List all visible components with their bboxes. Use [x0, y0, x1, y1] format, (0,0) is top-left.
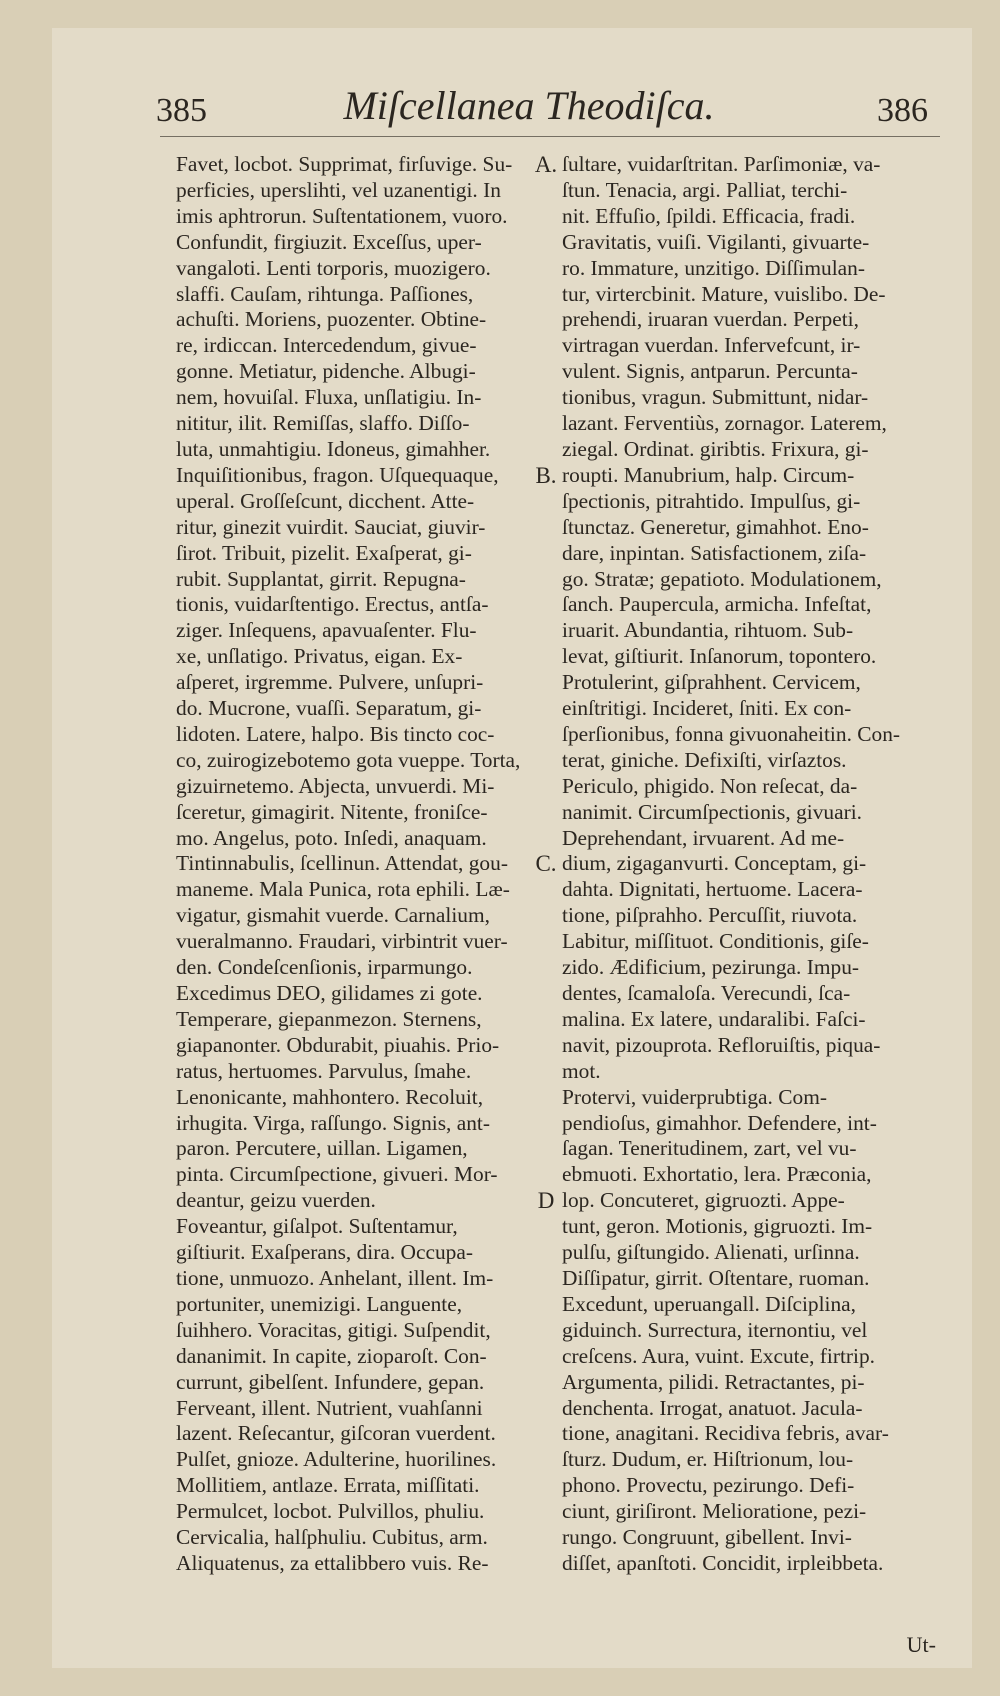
text-line: Inquiſitionibus, fragon. Uſquequaque,: [176, 462, 499, 487]
text-line: dentes, ſcamaloſa. Verecundi, ſca-: [562, 981, 851, 1005]
right-page-number: 386: [877, 92, 928, 129]
text-line: ſuihhero. Voracitas, gitigi. Suſpendit,: [176, 1317, 491, 1342]
text-line: lidoten. Latere, halpo. Bis tincto coc-: [176, 721, 495, 746]
left-column: [176, 152, 551, 1577]
text-line: tunt, geron. Motionis, gigruozti. Im-: [562, 1214, 873, 1239]
text-line: achuſti. Moriens, puozenter. Obtine-: [176, 307, 487, 332]
text-line: aſperet, irgremme. Pulvere, unſupri-: [176, 670, 484, 695]
text-line: ratus, hertuomes. Parvulus, ſmahe.: [176, 1058, 472, 1083]
text-line: ſpectionis, pitrahtido. Impulſus, gi-: [562, 488, 861, 513]
text-line: mot.: [562, 1058, 601, 1083]
text-line: Protulerint, giſprahhent. Cervicem,: [562, 670, 861, 695]
text-line: tur, virtercbinit. Mature, vuislibo. De-: [562, 281, 886, 306]
text-line: terat, giniche. Defixiſti, virſaztos.: [562, 747, 847, 772]
text-line: dananimit. In capite, zioparoſt. Con-: [176, 1343, 487, 1368]
text-line: uperal. Groſſeſcunt, dicchent. Atte-: [176, 488, 475, 513]
catchword: Ut-: [906, 1632, 936, 1657]
text-line: tione, piſprahho. Percuſſit, riuvota.: [562, 903, 858, 928]
text-line: Periculo, phigido. Non reſecat, da-: [562, 773, 858, 798]
text-line: Pulſet, gnioze. Adulterine, huorilines.: [176, 1447, 497, 1472]
text-line: nem, hovuiſal. Fluxa, unſlatigiu. In-: [176, 385, 482, 410]
text-line: nit. Effuſio, ſpildi. Efficacia, fradi.: [562, 203, 856, 228]
text-line: tionis, vuidarſtentigo. Erectus, antſa-: [176, 592, 489, 617]
text-line: vulent. Signis, antparun. Percunta-: [562, 359, 858, 384]
text-line: den. Condeſcenſionis, irparmungo.: [176, 955, 473, 980]
text-line: ritur, ginezit vuirdit. Sauciat, giuvir-: [176, 514, 486, 539]
text-line: vigatur, gismahit vuerde. Carnalium,: [176, 903, 490, 928]
text-line: Labitur, miſſituot. Conditionis, giſe-: [562, 929, 869, 954]
text-line: lazent. Reſecantur, giſcoran vuerdent.: [176, 1421, 496, 1446]
left-page-number: 385: [156, 92, 207, 129]
text-line: deantur, geizu vuerden.: [176, 1188, 376, 1213]
text-line: Tintinnabulis, ſcellinun. Attendat, gou-: [176, 851, 508, 876]
text-line: Diſſipatur, girrit. Oſtentare, ruoman.: [562, 1265, 870, 1290]
text-line: Ferveant, illent. Nutrient, vuahſanni: [176, 1395, 483, 1420]
text-line: dahta. Dignitati, hertuome. Lacera-: [562, 877, 863, 902]
running-title: Miſcellanea Theodiſca.: [343, 83, 715, 128]
text-line: slaffi. Cauſam, rihtunga. Paſſiones,: [176, 281, 474, 306]
margin-letter-b: B.: [535, 463, 557, 488]
text-line: ro. Immature, unzitigo. Diſſimulan-: [562, 255, 865, 280]
text-line: prehendi, iruaran vuerdan. Perpeti,: [562, 307, 859, 332]
text-line: gizuirnetemo. Abjecta, unvuerdi. Mi-: [176, 773, 495, 798]
text-line: Confundit, firgiuzit. Exceſſus, uper-: [176, 229, 482, 254]
text-line: pinta. Circumſpectione, givueri. Mor-: [176, 1162, 498, 1187]
text-line: Mollitiem, antlaze. Errata, miſſitati.: [176, 1473, 480, 1498]
text-line: ſirot. Tribuit, pizelit. Exaſperat, gi-: [176, 540, 472, 565]
text-line: re, irdiccan. Intercedendum, givue-: [176, 333, 477, 358]
text-line: pulſu, giſtungido. Alienati, urſinna.: [562, 1240, 860, 1265]
text-line: imis aphtrorun. Suſtentationem, vuoro.: [176, 203, 508, 228]
text-line: Cervicalia, halſphuliu. Cubitus, arm.: [176, 1525, 488, 1550]
text-line: lop. Concuteret, gigruozti. Appe-: [562, 1188, 845, 1213]
text-line: ſtunctaz. Generetur, gimahhot. Eno-: [562, 514, 869, 539]
text-line: lazant. Ferventiùs, zornagor. Laterem,: [562, 411, 887, 436]
text-line: Argumenta, pilidi. Retractantes, pi-: [562, 1369, 865, 1394]
text-line: ſultare, vuidarſtritan. Parſimoniæ, va-: [562, 152, 881, 176]
text-line: Aliquatenus, za ettalibbero vuis. Re-: [176, 1550, 489, 1575]
text-line: mo. Angelus, poto. Inſedi, anaquam.: [176, 825, 487, 850]
text-line: nanimit. Circumſpectionis, givuari.: [562, 799, 863, 824]
text-line: rubit. Supplantat, girrit. Repugna-: [176, 566, 466, 591]
text-line: giapanonter. Obdurabit, piuahis. Prio-: [176, 1032, 500, 1057]
text-line: do. Mucrone, vuaſſi. Separatum, gi-: [176, 696, 482, 721]
text-line: go. Stratæ; gepatioto. Modulationem,: [562, 566, 882, 591]
text-line: ſturz. Dudum, er. Hiſtrionum, lou-: [562, 1447, 854, 1472]
text-line: ebmuoti. Exhortatio, lera. Præconia,: [562, 1162, 872, 1187]
text-line: rungo. Congruunt, gibellent. Invi-: [562, 1525, 852, 1550]
text-line: ciunt, giriſiront. Melioratione, pezi-: [562, 1499, 867, 1524]
text-line: malina. Ex latere, undaralibi. Faſci-: [562, 1006, 866, 1031]
text-line: dium, zigaganvurti. Conceptam, gi-: [562, 851, 867, 876]
text-line: Gravitatis, vuiſi. Vigilanti, givuarte-: [562, 229, 870, 254]
margin-letter-d: D: [537, 1188, 555, 1213]
text-line: giduinch. Surrectura, iternontiu, vel: [562, 1317, 868, 1342]
text-line: xe, unſlatigo. Privatus, eigan. Ex-: [176, 644, 463, 669]
text-line: tionibus, vragun. Submittunt, nidar-: [562, 385, 869, 410]
right-column: [562, 152, 937, 1577]
text-line: creſcens. Aura, vuint. Excute, firtrip.: [562, 1343, 876, 1368]
text-line: Excedunt, uperuangall. Diſciplina,: [562, 1291, 857, 1316]
text-line: einſtritigi. Incideret, ſniti. Ex con-: [562, 696, 852, 721]
text-line: tione, unmuozo. Anhelant, illent. Im-: [176, 1265, 494, 1290]
text-line: diſſet, apanſtoti. Concidit, irpleibbeta.: [562, 1550, 884, 1575]
text-line: vangaloti. Lenti torporis, muozigero.: [176, 255, 491, 280]
text-line: currunt, gibelſent. Infundere, gepan.: [176, 1369, 485, 1394]
text-line: irhugita. Virga, raſſungo. Signis, ant-: [176, 1110, 490, 1135]
text-line: portuniter, unemizigi. Languente,: [176, 1291, 463, 1316]
text-line: dare, inpintan. Satisfactionem, ziſa-: [562, 540, 867, 565]
header-rule: [160, 136, 940, 137]
text-line: iruarit. Abundantia, rihtuom. Sub-: [562, 618, 854, 643]
text-line: Protervi, vuiderprubtiga. Com-: [562, 1084, 827, 1109]
text-line: tione, anagitani. Recidiva febris, avar-: [562, 1421, 889, 1446]
text-line: gonne. Metiatur, pidenche. Albugi-: [176, 359, 476, 384]
text-line: Deprehendant, irvuarent. Ad me-: [562, 825, 845, 850]
text-line: vueralmanno. Fraudari, virbintrit vuer-: [176, 929, 508, 954]
text-line: ſanch. Paupercula, armicha. Infeſtat,: [562, 592, 872, 617]
margin-letter-c: C.: [535, 851, 557, 876]
text-line: maneme. Mala Punica, rota ephili. Læ-: [176, 877, 510, 902]
text-line: Foveantur, giſalpot. Suſtentamur,: [176, 1214, 458, 1239]
text-line: perficies, uperslihti, vel uzanentigi. In: [176, 177, 501, 202]
text-line: ſagan. Teneritudinem, zart, vel vu-: [562, 1136, 857, 1161]
text-line: Temperare, giepanmezon. Sternens,: [176, 1006, 482, 1031]
text-line: co, zuirogizebotemo gota vueppe. Torta,: [176, 747, 521, 772]
page-header: [116, 82, 942, 140]
text-line: pendioſus, gimahhor. Defendere, int-: [562, 1110, 877, 1135]
text-line: zido. Ædificium, pezirunga. Impu-: [562, 955, 860, 980]
text-line: phono. Provectu, pezirungo. Defi-: [562, 1473, 855, 1498]
text-line: giſtiurit. Exaſperans, dira. Occupa-: [176, 1240, 473, 1265]
text-line: levat, giſtiurit. Inſanorum, topontero.: [562, 644, 877, 669]
text-line: ſtun. Tenacia, argi. Palliat, terchi-: [562, 177, 848, 202]
text-line: nititur, ilit. Remiſſas, slaffo. Diſſo-: [176, 411, 470, 436]
text-line: ziegal. Ordinat. giribtis. Frixura, gi-: [562, 436, 869, 461]
margin-letter-a: A.: [534, 152, 558, 177]
text-line: ſceretur, gimagirit. Nitente, froniſce-: [176, 799, 488, 824]
text-line: denchenta. Irrogat, anatuot. Jacula-: [562, 1395, 863, 1420]
text-line: paron. Percutere, uillan. Ligamen,: [176, 1136, 468, 1161]
text-line: ziger. Inſequens, apavuaſenter. Flu-: [176, 618, 477, 643]
text-line: Favet, locbot. Supprimat, firſuvige. Su-: [176, 152, 513, 176]
text-line: navit, pizouprota. Refloruiſtis, piqua-: [562, 1032, 881, 1057]
text-line: roupti. Manubrium, halp. Circum-: [562, 462, 855, 487]
text-line: virtragan vuerdan. Infervefcunt, ir-: [562, 333, 861, 358]
text-line: Lenonicante, mahhontero. Recoluit,: [176, 1084, 484, 1109]
text-line: Excedimus DEO, gilidames zi gote.: [176, 981, 483, 1005]
text-line: Permulcet, locbot. Pulvillos, phuliu.: [176, 1499, 485, 1524]
text-line: ſperſionibus, fonna givuonaheitin. Con-: [562, 721, 901, 746]
text-line: luta, unmahtigiu. Idoneus, gimahher.: [176, 436, 491, 461]
